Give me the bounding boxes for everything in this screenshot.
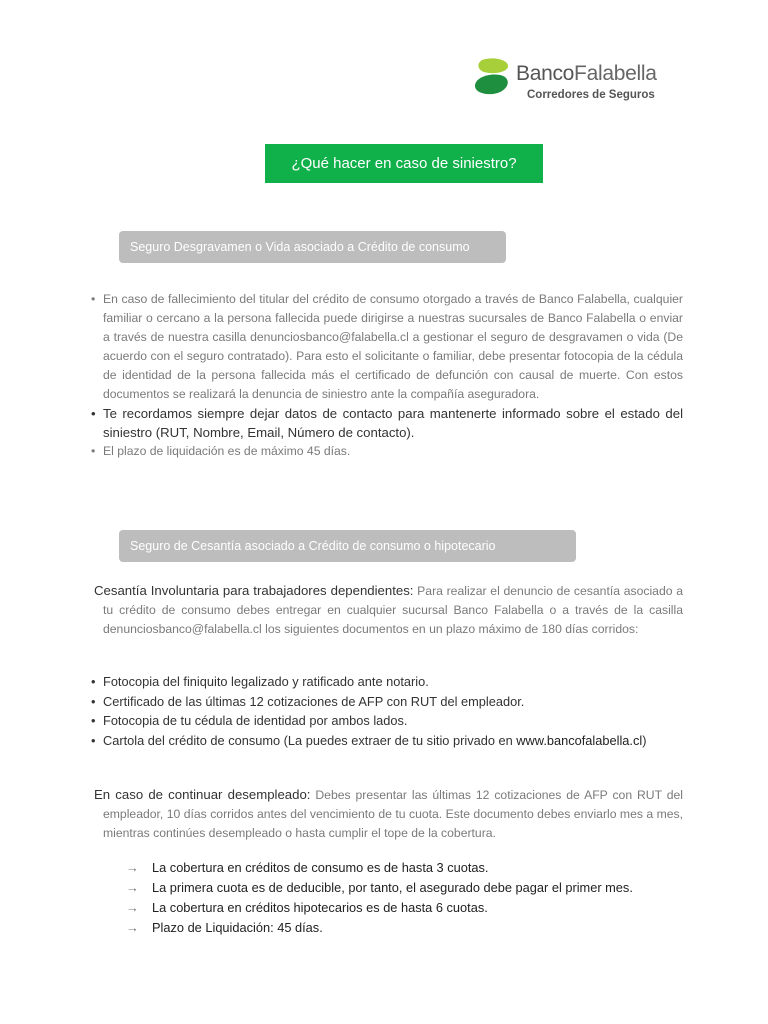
arrow-right-icon: → bbox=[126, 900, 139, 915]
section-header-desgravamen bbox=[119, 231, 506, 263]
paragraph-continuar-desempleado bbox=[91, 785, 683, 843]
list-item: → La primera cuota es de deducible, por tanto, el asegurado debe pagar el primer mes. bbox=[126, 878, 686, 898]
list-item: → Plazo de Liquidación: 45 días. bbox=[126, 918, 686, 938]
paragraph-lead: En caso de continuar desempleado: bbox=[94, 787, 311, 802]
coverage-points-list bbox=[126, 858, 686, 938]
list-item: • Fotocopia de tu cédula de identidad por ambos lados. bbox=[91, 711, 683, 731]
list-item: • Te recordamos siempre dejar datos de contacto para mantenerte informado sobre el estado del siniestro (RUT, Nombre, Email, Número de contacto). bbox=[91, 404, 683, 442]
brand-subtitle: Corredores de Seguros bbox=[527, 89, 655, 101]
paragraph-text: Debes presentar las últimas 12 cotizaciones de AFP con RUT del empleador, 10 días corridos antes del vencimiento de tu cuota. Este documento debes enviarlo mes a mes, mientras continúes desempleado o hasta cumplir el tope de la cobertura. bbox=[103, 788, 683, 840]
section-header-label: Seguro Desgravamen o Vida asociado a Crédito de consumo bbox=[130, 240, 470, 254]
section-header-cesantia bbox=[119, 530, 576, 562]
paragraph-lead: Cesantía Involuntaria para trabajadores dependientes: bbox=[94, 583, 414, 598]
banco-falabella-logo bbox=[472, 56, 672, 108]
list-item: • Certificado de las últimas 12 cotizaciones de AFP con RUT del empleador. bbox=[91, 692, 683, 712]
arrow-right-icon: → bbox=[126, 860, 139, 875]
list-item: • El plazo de liquidación es de máximo 45 días. bbox=[91, 442, 683, 461]
brand-name: BancoFalabella bbox=[516, 62, 657, 85]
paragraph-cesantia-involuntaria bbox=[91, 581, 683, 639]
paragraph-text: Para realizar el denuncio de cesantía asociado a tu crédito de consumo debes entregar en cualquier sucursal Banco Falabella o a través de la casilla denunciosbanco@falabella.cl los siguientes documentos en un plazo máximo de 180 días corridos: bbox=[103, 584, 683, 636]
bancofalabella-link[interactable]: www.bancofalabella.cl bbox=[516, 732, 643, 748]
list-item: • En caso de fallecimiento del titular del crédito de consumo otorgado a través de Banco Falabella, cualquier familiar o cercano a la persona fallecida puede dirigirse a nuestras sucursales de Banco Falabella o enviar a través de nuestra casilla denunciosbanco@falabella.cl a gestionar el seguro de desgravamen o vida (De acuerdo con el seguro contratado). Para esto el solicitante o familiar, debe presentar fotocopia de la cédula de identidad de la persona fallecida más el certificado de defunción con causal de muerte. Con estos documentos se realizará la denuncia de siniestro ante la compañía aseguradora. bbox=[91, 290, 683, 404]
list-item: • Cartola del crédito de consumo (La puedes extraer de tu sitio privado en www.bancofalabella.cl) bbox=[91, 731, 683, 751]
arrow-right-icon: → bbox=[126, 880, 139, 895]
list-item: • Fotocopia del finiquito legalizado y ratificado ante notario. bbox=[91, 672, 683, 692]
section-header-label: Seguro de Cesantía asociado a Crédito de consumo o hipotecario bbox=[130, 539, 496, 553]
arrow-right-icon: → bbox=[126, 920, 139, 935]
list-item: → La cobertura en créditos hipotecarios es de hasta 6 cuotas. bbox=[126, 898, 686, 918]
section-desgravamen-content bbox=[91, 290, 683, 461]
list-item: → La cobertura en créditos de consumo es de hasta 3 cuotas. bbox=[126, 858, 686, 878]
documents-list bbox=[91, 672, 683, 750]
leaf-logo-icon bbox=[472, 56, 514, 98]
page-title: ¿Qué hacer en caso de siniestro? bbox=[265, 144, 543, 183]
